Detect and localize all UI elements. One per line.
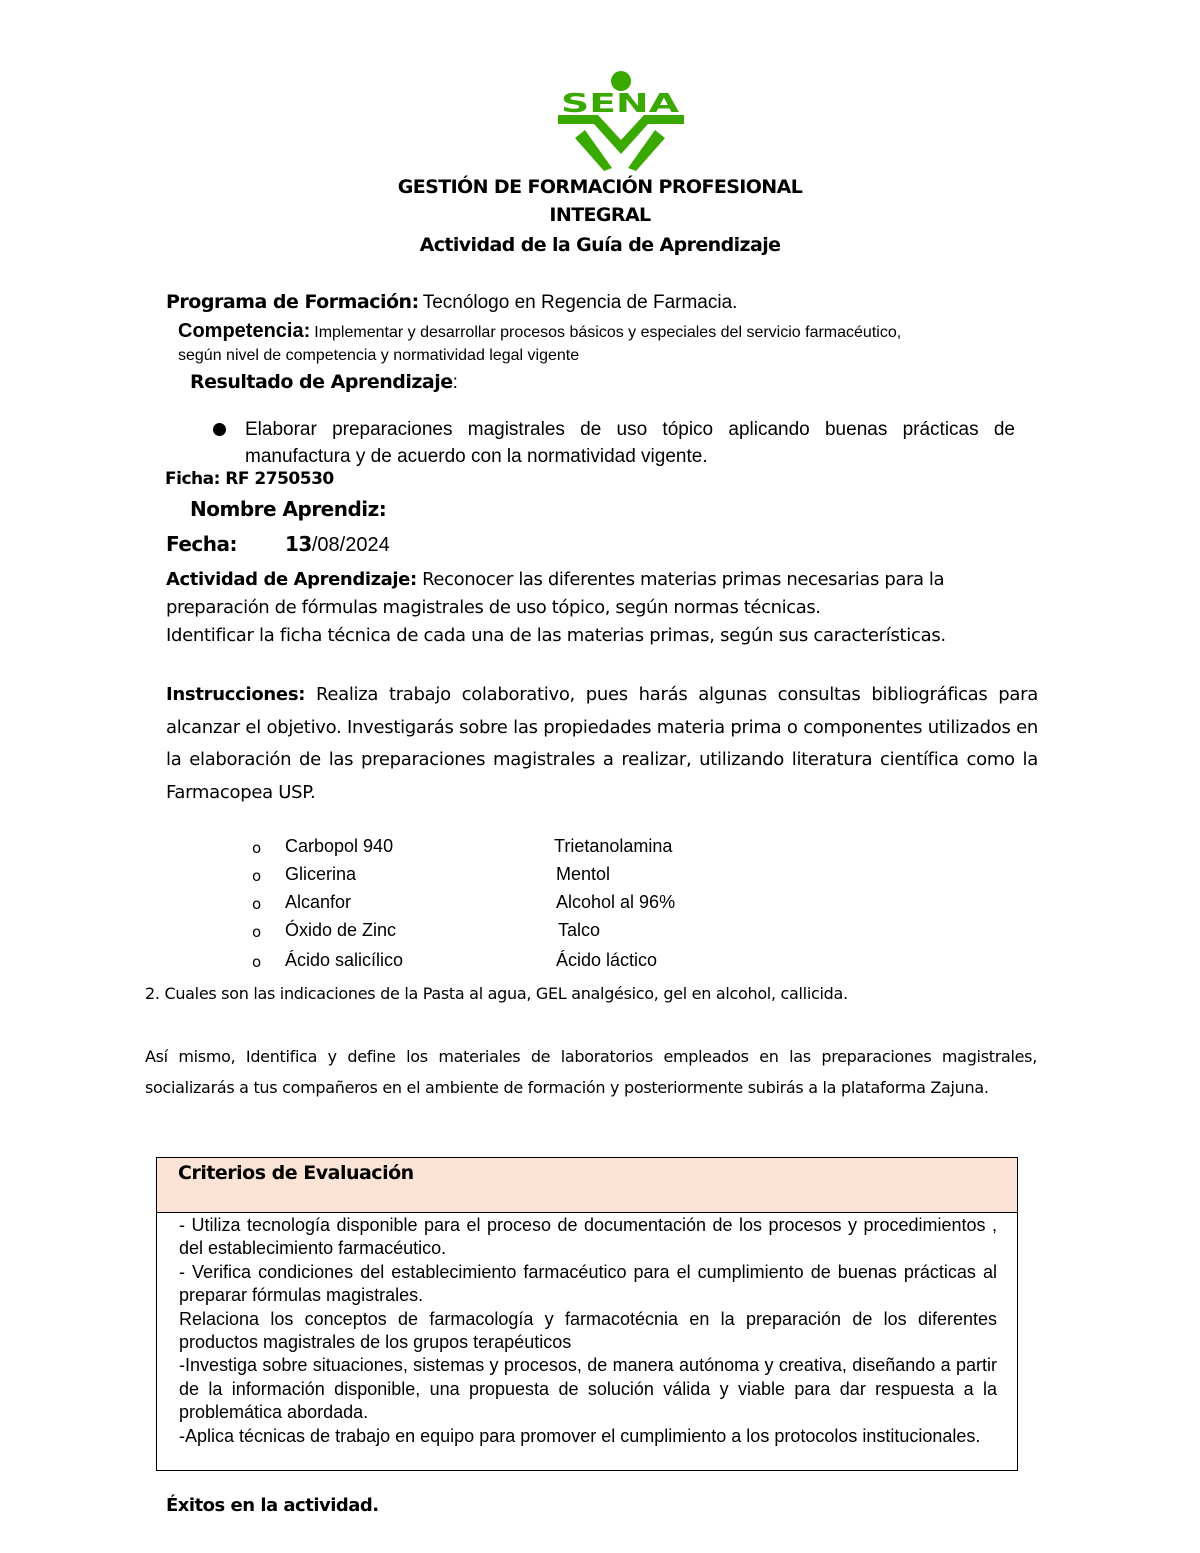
programa-value: Tecnólogo en Regencia de Farmacia.: [422, 292, 738, 313]
resultado-heading: [190, 371, 458, 394]
programa-label: Programa de Formación:: [166, 291, 419, 313]
material-right: Alcohol al 96%: [556, 892, 676, 912]
fecha-label: Fecha:: [166, 532, 238, 556]
criterio-item: Relaciona los conceptos de farmacología y farmacotécnia en la preparación de los diferentes productos magistrales de los grupos terapéuticos: [179, 1308, 997, 1353]
sena-logo-text: SENA: [561, 89, 679, 119]
material-right: Mentol: [556, 864, 611, 884]
material-left: Alcanfor: [285, 892, 352, 912]
closing-text: Éxitos en la actividad.: [166, 1495, 379, 1516]
material-right: Ácido láctico: [556, 950, 658, 970]
list-marker: o: [252, 839, 262, 857]
competencia-line: [178, 320, 901, 343]
material-left: Glicerina: [285, 864, 357, 884]
material-right: Trietanolamina: [554, 836, 673, 856]
competencia-label: Competencia:: [178, 320, 311, 342]
criterios-header: [157, 1158, 1017, 1213]
programa-line: [166, 291, 737, 314]
fecha-day: 13: [285, 532, 312, 556]
ficha-text: Ficha: RF 2750530: [165, 469, 334, 489]
resultado-colon: :: [452, 372, 458, 393]
resultado-item: Elaborar preparaciones magistrales de uso tópico aplicando buenas prácticas de manufactura y de acuerdo con la normatividad vigente.: [245, 419, 1015, 467]
material-left: Óxido de Zinc: [285, 920, 397, 940]
instrucciones-paragraph: [166, 679, 1038, 809]
bullet-dot-icon: [213, 423, 226, 436]
identificar-paragraph: Identificar la ficha técnica de cada una de las materias primas, según sus características.: [166, 625, 946, 646]
criterio-item: - Utiliza tecnología disponible para el proceso de documentación de los procesos y procedimientos , del establecimiento farmacéutico.: [179, 1215, 997, 1259]
instrucciones-label: Instrucciones:: [166, 684, 306, 705]
competencia-value-line1: Implementar y desarrollar procesos básicos y especiales del servicio farmacéutico,: [314, 324, 902, 341]
sena-logo: [552, 68, 688, 172]
criterios-body: [179, 1214, 997, 1448]
criterio-item: - Verifica condiciones del establecimiento farmacéutico para el cumplimiento de buenas prácticas al preparar fórmulas magistrales.: [179, 1261, 997, 1306]
header-line3: Actividad de la Guía de Aprendizaje: [419, 234, 781, 256]
list-marker: o: [252, 923, 262, 941]
asimismo-paragraph: Así mismo, Identifica y define los materiales de laboratorios empleados en las preparaciones magistrales, socializarás a tus compañeros en el ambiente de formación y posteriormente subirás a la plataforma Zajuna.: [145, 1047, 1037, 1097]
list-marker: o: [252, 895, 262, 913]
list-marker: o: [252, 953, 262, 971]
sena-logo-graphic: [552, 68, 688, 172]
criterios-title: Criterios de Evaluación: [178, 1162, 414, 1184]
criterios-table: [156, 1157, 1018, 1471]
list-marker: o: [252, 867, 262, 885]
question-2: 2. Cuales son las indicaciones de la Pasta al agua, GEL analgésico, gel en alcohol, callicida.: [145, 984, 848, 1003]
header-line1: GESTIÓN DE FORMACIÓN PROFESIONAL: [397, 176, 803, 198]
instrucciones-text: Realiza trabajo colaborativo, pues harás algunas consultas bibliográficas para alcanzar el objetivo. Investigarás sobre las propiedades materia prima o componentes utilizados en la elaboración de las preparaciones magistrales a realizar, utilizando literatura científica como la Farmacopea USP.: [166, 684, 1038, 803]
material-left: Carbopol 940: [285, 836, 394, 856]
header-line2: INTEGRAL: [549, 204, 651, 226]
resultado-label: Resultado de Aprendizaje: [190, 371, 453, 393]
competencia-value-line2: según nivel de competencia y normatividad legal vigente: [178, 347, 580, 364]
actividad-label: Actividad de Aprendizaje:: [166, 569, 417, 590]
actividad-text: Reconocer las diferentes materias primas necesarias para la preparación de fórmulas magistrales de uso tópico, según normas técnicas.: [166, 569, 945, 618]
fecha-value: [285, 532, 390, 557]
fecha-rest: /08/2024: [311, 534, 390, 556]
actividad-paragraph: [166, 566, 1026, 622]
nombre-label: Nombre Aprendiz:: [190, 497, 387, 521]
material-right: Talco: [558, 920, 601, 940]
criterio-item: -Investiga sobre situaciones, sistemas y procesos, de manera autónoma y creativa, diseñando a partir de la información disponible, una propuesta de solución válida y viable para dar respuesta a la problemática abordada.: [179, 1355, 997, 1423]
criterio-item: -Aplica técnicas de trabajo en equipo para promover el cumplimiento a los protocolos institucionales.: [179, 1425, 981, 1446]
material-left: Ácido salicílico: [285, 950, 404, 970]
